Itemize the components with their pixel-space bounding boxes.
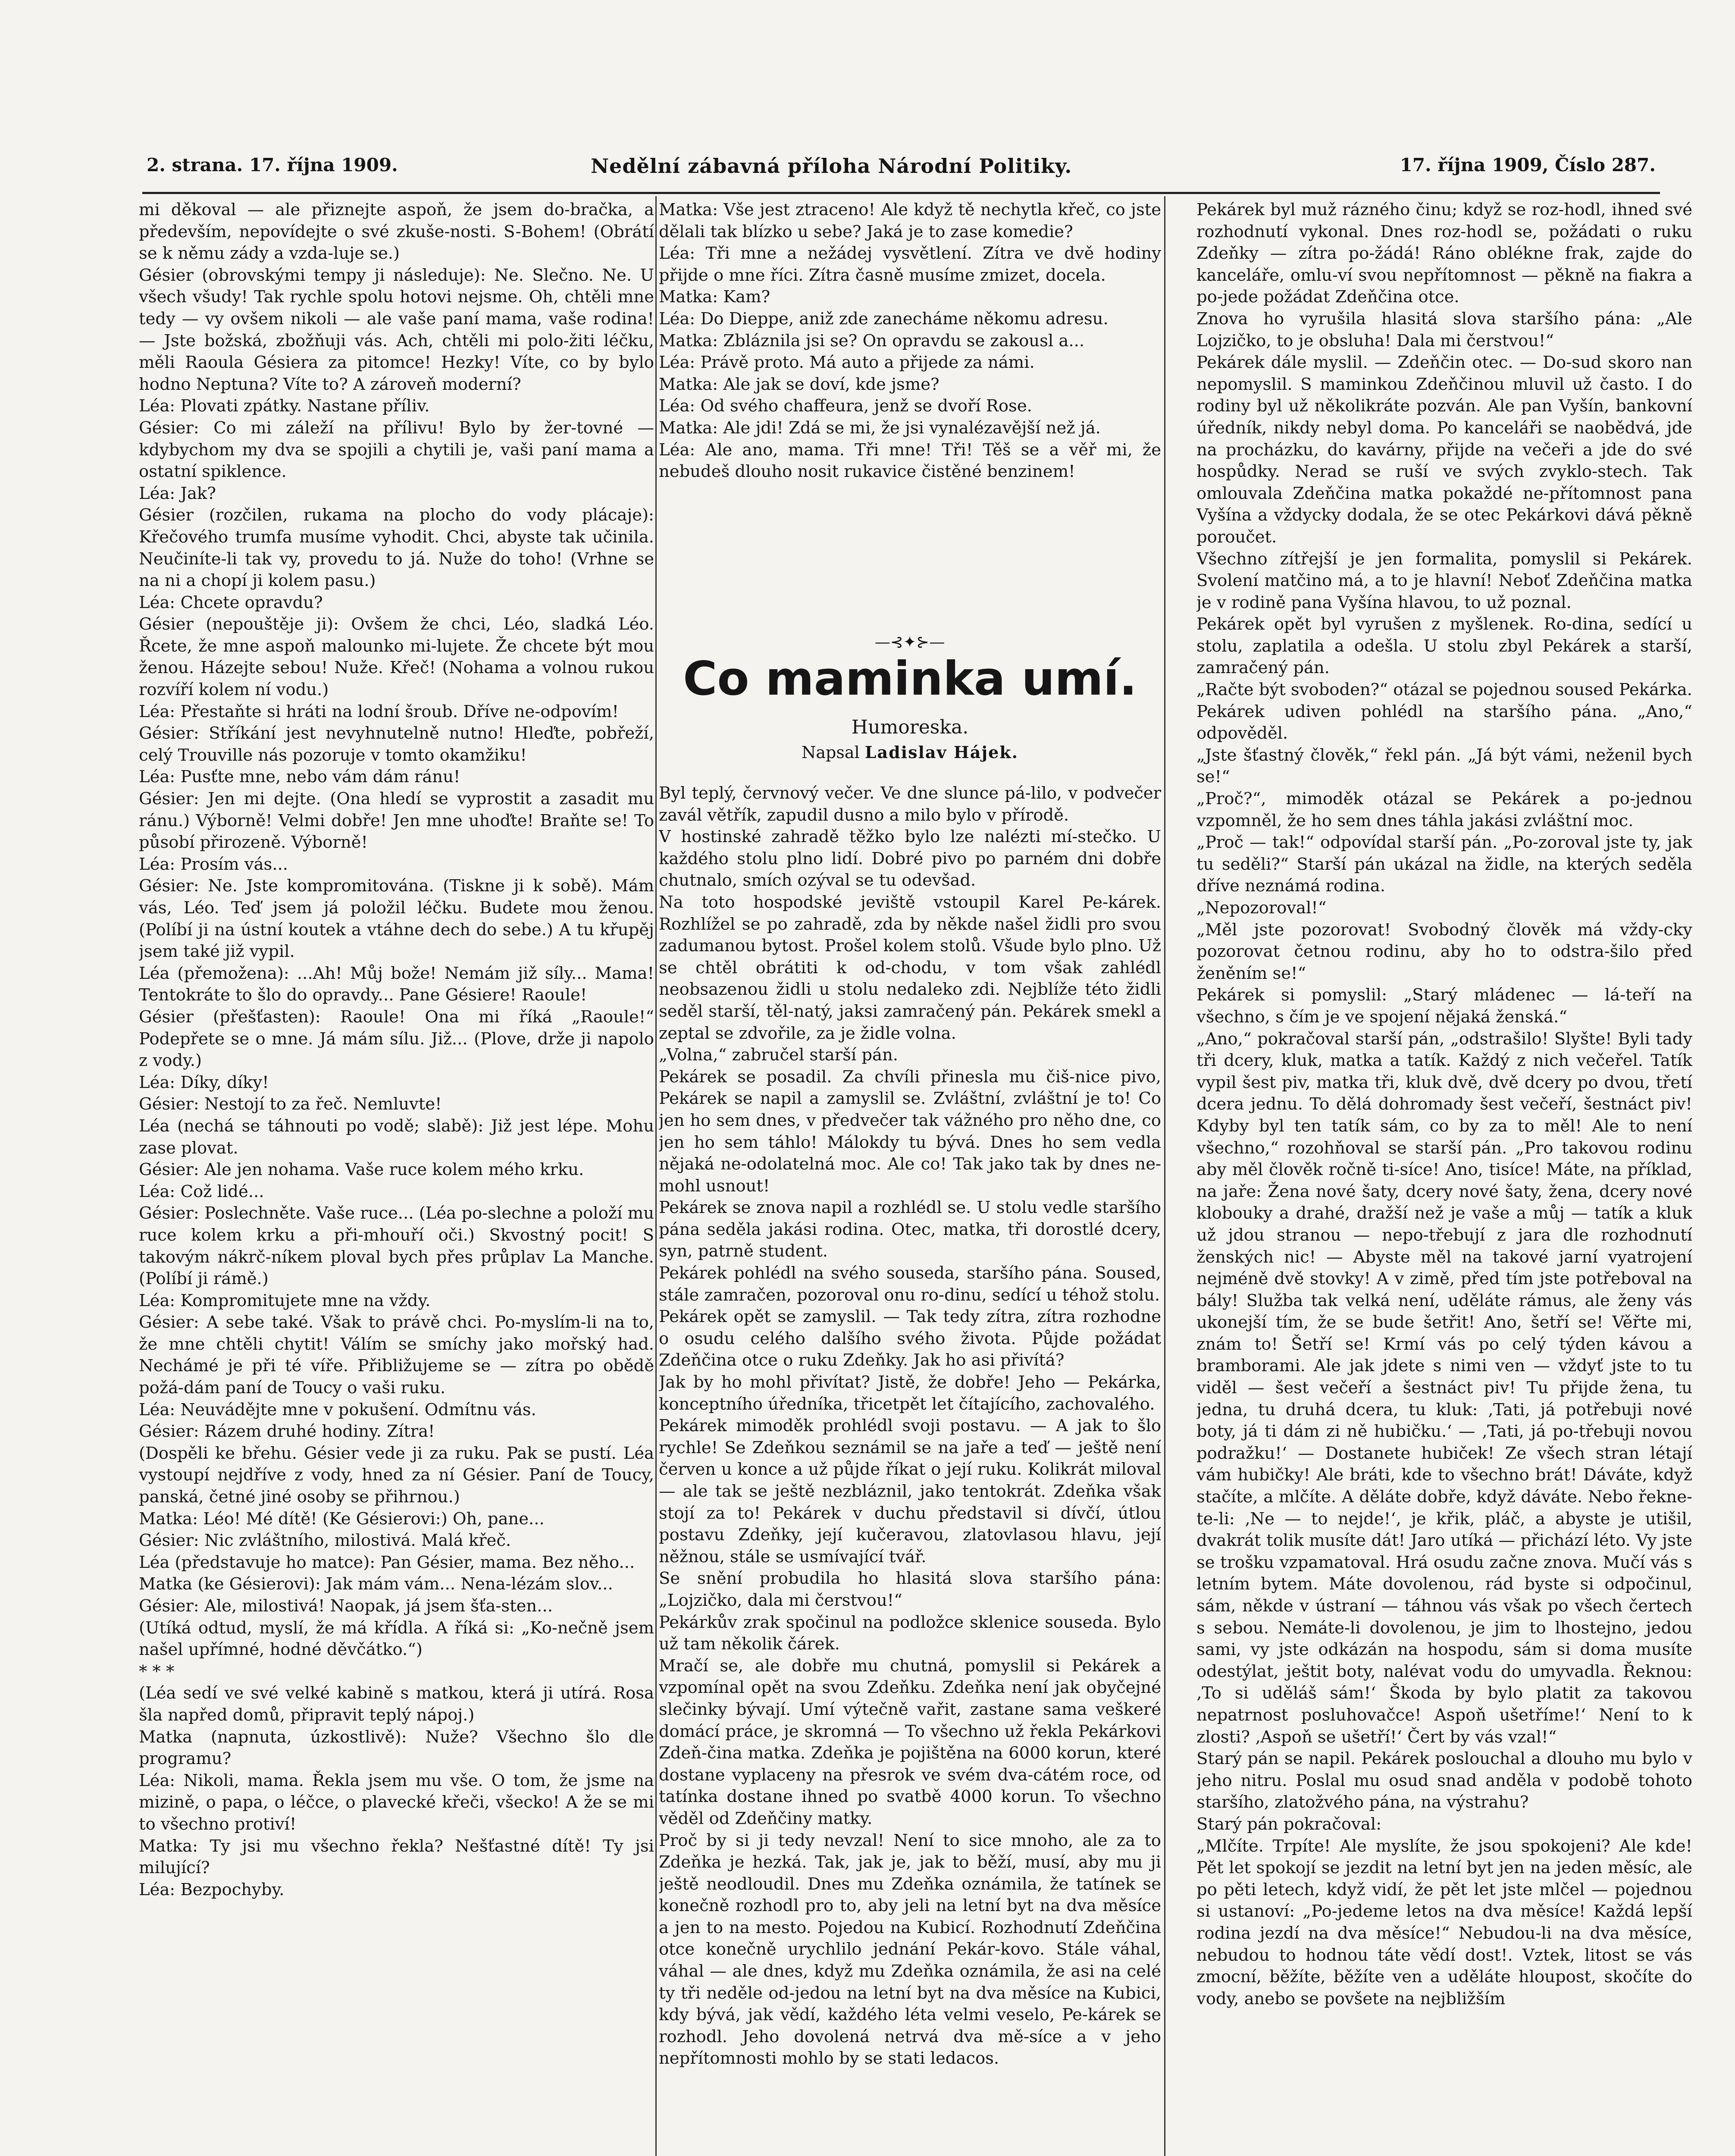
column-3-body: Pekárek byl muž rázného činu; když se roz-hodl, ihned své rozhodnutí vykonal. Dnes roz-hodl se, požádati o ruku Zdeňky — zítra po-žádá! Ráno oblékne frak, zajde do kanceláře, omlu-ví svou nepřítomnost — pěkně na fiakra a po-jede požádat Zdeňčina otce. Znova ho vyrušila hlasitá slova staršího pána: „Ale Lojzičko, to je obsluha! Dala mi čerstvou!“ Pekárek dále myslil. — Zdeňčin otec. — Do-sud skoro nan nepomyslil. S maminkou Zdeňčinou mluvil už často. I do rodiny byl už několikráte pozván. Ale pan Vyšín, bankovní úředník, nikdy nebyl doma. Po kanceláři se naobědvá, jde na procházku, do kavárny, přijde na večeři a jde do své hospůdky. Nerad se ruší ve svých zvyklo-stech. Tak omlouvala Zdeňčina matka pokaždé ne-přítomnost pana Vyšína a vždycky dodala, že se otec Pekárkovi dává pěkně poroučet. Všechno zítřejší je jen formalita, pomyslil si Pekárek. Svolení matčino má, a to je hlavní! Neboť Zdeňčina matka je v rodině pana Vyšína hlavou, to už poznal. Pekárek opět byl vyrušen z myšlenek. Ro-dina, sedící u stolu, zaplatila a odešla. U stolu zbyl Pekárek a starší, zamračený pán. „Račte být svoboden?“ otázal se pojednou soused Pekárka. Pekárek udiven pohlédl na staršího pána. „Ano,“ odpověděl. „Jste šťastný člověk,“ řekl pán. „Já být vámi, neženil bych se!“ „Proč?“, mimoděk otázal se Pekárek a po-jednou vzpomněl, že ho sem dnes táhla jakási zvláštní moc. „Proč — tak!“ odpovídal starší pán. „Po-zoroval jste ty, jak tu seděli?“ Starší pán ukázal na židle, na kterých seděla dříve neznámá rodina. „Nepozoroval!“ „Měl jste pozorovat! Svobodný člověk má vždy-cky pozorovat četnou rodinu, aby ho to odstra-šilo před ženěním se!“ Pekárek si pomyslil: „Starý mládenec — lá-teří na všechno, s čím je ve spojení nějaká ženská.“ „Ano,“ pokračoval starší pán, „odstrašilo! Slyšte! Byli tady tři dcery, kluk, matka a tatík. Každý z nich večeřel. Tatík vypil šest piv, matka tři, kluk dvě, dvě dcery po dvou, třetí dcera jednu. To dělá dohromady šest večeří, šestnáct piv! Kdyby byl ten tatík sám, co by za to měl! Ale to není všechno,“ rozohňoval se starší pán. „Pro takovou rodinu aby měl člověk ročně ti-síce! Ano, tisíce! Máte, na příklad, na jaře: Žena nové šaty, dcery nové šaty, žena, dcery nové klobouky a drahé, dražší než je vaše a můj — tatík a kluk už jdou stranou — nepo-třebují z jara dle rozhodnutí ženských nic! — Abyste měl na takové jarní vyatrojení nejméně dvě stovky! A v zimě, před tím jste potřeboval na bály! Služba tak velká není, uděláte rámus, ale ženy vás ukonejší tím, že se bude šetřit! Ano, šetří se! Věřte mi, znám to! Šetří se! Krmí vás po celý týden kávou a bramborami. Ale jak jdete s nimi ven — vždyť jste to tu viděl — šest večeří a šestnáct piv! Tu přijde žena, tu jedna, tu druhá dcera, tu kluk: ‚Tati, já potřebuji nové boty, já ti dám zi ně hubičku.‘ — ‚Tati, já po-třebuji novou podražku!‘ — Dostanete hubiček! Ze všech stran létají vám hubičky! Ale bráti, kde to všechno brát! Dáváte, když stačíte, a mlčíte. A děláte dobře, když dáváte. Nebo řekne-te-li: ‚Ne — to nejde!‘, je křik, pláč, a abyste je utišil, dvakrát tolik musíte dát! Jaro utíká — přichází léto. Vy jste se trošku vzpamatoval. Hrá osudu začne znova. Mučí vás s letním bytem. Máte dovolenou, rád byste si odpočinul, sám, někde v ústraní — táhnou vás však po všech čertech s sebou. Nemáte-li dovolenou, je jim to lhostejno, jedou sami, vy jste odkázán na hospodu, sám si doma musíte odestýlat, ještit boty, nalévat vodu do umyvadla. Řeknou: ‚To si uděláš sám!‘ Škoda by bylo platit za takovou nepatrnost posluhovačce! Aspoň ušetříme!‘ Není to k zlosti? ‚Aspoň se ušetří!‘ Čert by vás vzal!“ Starý pán se napil. Pekárek poslouchal a dlouho mu bylo v jeho nitru. Poslal mu osud snad anděla v podobě tohoto staršího, zlatožvého pána, na výstrahu? Starý pán pokračoval: „Mlčíte. Trpíte! Ale myslíte, že jsou spokojeni? Ale kde! Pět let spokojí se jezdit na letní byt jen na jeden měsíc, ale po pěti letech, když vidí, že pět let jste mlčel — pojednou si ustanoví: „Po-jedeme letos na dva měsíce! Každá lepší rodina jezdí na dva měsíce!“ Nebudou-li na dva měsíce, nebudou to hodnou táte vědí dost!. Vztek, litost se vás zmocní, běžíte, běžíte ven a uděláte hloupost, skočíte do vody, anebo se povšete na nejbližším [1196, 200, 1692, 2009]
column-divider-1 [655, 196, 657, 2156]
byline-prefix: Napsal [802, 743, 860, 762]
header-publication-title: Nedělní zábavná příloha Národní Politiky. [591, 154, 1072, 178]
story-body: Byl teplý, červnový večer. Ve dne slunce pá-lilo, v podvečer zavál větřík, zapudil dusno a milo bylo v přírodě. V hostinské zahradě těžko bylo lze nalézti mí-stečko. U každého stolu plno lidí. Dobré pivo po parném dni dobře chutnalo, smích ozýval se tu odevšad. Na toto hospodské jeviště vstoupil Karel Pe-kárek. Rozhlížel se po zahradě, zda by někde našel židli pro svou zadumanou bytost. Prošel kolem stolů. Všude bylo plno. Už se chtěl obrátiti k od-chodu, v tom však zahlédl neobsazenou židli u stolu nedaleko zdi. Nejblíže této židli seděl starší, těl-natý, jaksi zamračený pán. Pekárek smekl a zeptal se zdvořile, za je židle volna. „Volna,“ zabručel starší pán. Pekárek se posadil. Za chvíli přinesla mu čiš-nice pivo, Pekárek se napil a zamyslil se. Zvláštní, zvláštní je to! Co jen ho sem dnes, v předvečer tak vážného pro něho dne, co jen ho sem táhlo! Málokdy tu bývá. Dnes ho sem vedla nějaká ne-odolatelná moc. Ale co! Tak jako tak by dnes ne-mohl usnout! Pekárek se znova napil a rozhlédl se. U stolu vedle staršího pána seděla jakási rodina. Otec, matka, tři dorostlé dcery, syn, patrně student. Pekárek pohlédl na svého souseda, staršího pána. Soused, stále zamračen, pozoroval onu ro-dinu, sedící u téhož stolu. Pekárek opět se zamyslil. — Tak tedy zítra, zítra rozhodne o osudu celého dalšího svého života. Půjde požádat Zdeňčina otce o ruku Zdeňky. Jak ho asi přivítá? Jak by ho mohl přivítat? Jistě, že dobře! Jeho — Pekárka, konceptního úředníka, třicetpět let čítajícího, zachovalého. Pekárek mimoděk prohlédl svoji postavu. — A jak to šlo rychle! Se Zdeňkou seznámil se na jaře a teď — ještě není červen u konce a už půjde říkat o její ruku. Kolikrát miloval — ale tak se ještě nezbláznil, jako tentokrát. Zdeňka však stojí za to! Pekárek v duchu představil si dívčí, útlou postavu Zdeňky, její kučeravou, zlatovlasou hlavu, její něžnou, stále se usmívající tvář. Se snění probudila ho hlasitá slova staršího pána: „Lojzičko, dala mi čerstvou!“ Pekárkův zrak spočinul na podložce sklenice souseda. Bylo už tam několik čárek. Mračí se, ale dobře mu chutná, pomyslil si Pekárek a vzpomínal opět na svou Zdeňku. Zdeňka není jak obyčejné slečinky bývají. Umí výtečně vařit, zastane sama veškeré domácí práce, je skromná — To všechno už řekla Pekárkovi Zdeň-čina matka. Zdeňka je pojištěna na 6000 korun, které dostane vyplaceny na přesrok ve svém dva-cátém roce, od tatínka dostane ihned po svatbě 4000 korun. To všechno věděl od Zdeňčiny matky. Proč by si ji tedy nevzal! Není to sice mnoho, ale za to Zdeňka je hezká. Tak, jak je, jak to běží, musí, aby mu ji ještě neodloudil. Dnes mu Zdeňka oznámila, že tatínek se konečně rozhodl pro to, aby jeli na letní byt na dva měsíce a jen to na mesto. Pojedou na Kubicí. Rozhodnutí Zdeňčina otce konečně urychlilo jednání Pekár-kovo. Stále váhal, váhal — ale dnes, když mu Zdeňka oznámila, že asi na celé ty tři neděle od-jedou na letní byt na dva měsíce na Kubici, kdy bývá, jak vědí, každého léta velmi veselo, Pe-kárek se rozhodl. Jeho dovolená netrvá dva mě-síce a v jeho nepřítomnosti mohlo by se stati ledacos. [659, 783, 1161, 2068]
header-rule [142, 192, 1660, 194]
column-divider-2 [1164, 196, 1165, 2156]
column-3-story-text [1196, 199, 1692, 2156]
column-1-body: mi děkoval — ale přiznejte aspoň, že jsem do-bračka, a především, nepovídejte o své zkuše-nosti. S-Bohem! (Obrátí se k němu zády a vzda-luje se.) Gésier (obrovskými tempy ji následuje): Ne. Slečno. Ne. U všech všudy! Tak rychle spolu hotovi nejsme. Oh, chtěli mne tedy — vy ovšem nikoli — ale vaše paní mama, vaše rodina! — Jste božská, zbožňuji vás. Ach, chtěli mi polo-žiti léčku, měli Raoula Gésiera za pitomce! Hezky! Víte, co by bylo hodno Neptuna? Víte to? A zároveň moderní? Léa: Plovati zpátky. Nastane příliv. Gésier: Co mi záleží na přílivu! Bylo by žer-tovné — kdybychom my dva se spojili a chytili je, vaši paní mama a ostatní spiklence. Léa: Jak? Gésier (rozčilen, rukama na plocho do vody plácaje): Křečového trumfa musíme vyhodit. Chci, abyste tak učinila. Neučiníte-li tak vy, provedu to já. Nuže do toho! (Vrhne se na ni a chopí ji kolem pasu.) Léa: Chcete opravdu? Gésier (nepouštěje ji): Ovšem že chci, Léo, sladká Léo. Řcete, že mne aspoň malounko mi-lujete. Že chcete být mou ženou. Házejte sebou! Nuže. Křeč! (Nohama a volnou rukou rozvíří kolem ní vodu.) Léa: Přestaňte si hráti na lodní šroub. Dříve ne-odpovím! Gésier: Stříkání jest nevyhnutelně nutno! Hleďte, pobřeží, celý Trouville nás pozoruje v tomto okamžiku! Léa: Pusťte mne, nebo vám dám ránu! Gésier: Jen mi dejte. (Ona hledí se vyprostit a zasadit mu ránu.) Výborně! Velmi dobře! Jen mne uhoďte! Braňte se! To působí přirozeně. Výborně! Léa: Prosím vás... Gésier: Ne. Jste kompromitována. (Tiskne ji k sobě). Mám vás, Léo. Teď jsem já položil léčku. Budete mou ženou. (Políbí ji na ústní koutek a vtáhne dech do sebe.) A tu křupěj jsem také již vypil. Léa (přemožena): ...Ah! Můj bože! Nemám již síly... Mama! Tentokráte to šlo do opravdy... Pane Gésiere! Raoule! Gésier (přešťasten): Raoule! Ona mi říká „Raoule!“ Podepřete se o mne. Já mám sílu. Již... (Plove, drže ji napolo z vody.) Léa: Díky, díky! Gésier: Nestojí to za řeč. Nemluvte! Léa (nechá se táhnouti po vodě; slabě): Již jest lépe. Mohu zase plovat. Gésier: Ale jen nohama. Vaše ruce kolem mého krku. Léa: Což lidé... Gésier: Poslechněte. Vaše ruce... (Léa po-slechne a položí mu ruce kolem krku a při-mhouří oči.) Skvostný pocit! S takovým nákrč-níkem ploval bych přes průplav La Manche. (Políbí ji rámě.) Léa: Kompromitujete mne na vždy. Gésier: A sebe také. Však to právě chci. Po-myslím-li na to, že mne chtěli chytit! Válím se smíchy jako mořský had. Nechámé je při té víře. Přibližujeme se — zítra po obědě požá-dám paní de Toucy o vaši ruku. Léa: Neuvádějte mne v pokušení. Odmítnu vás. Gésier: Rázem druhé hodiny. Zítra! (Dospěli ke břehu. Gésier vede ji za ruku. Pak se pustí. Léa vystoupí nejdříve z vody, hned za ní Gésier. Paní de Toucy, panská, četné jiné osoby se přihrnou.) Matka: Léo! Mé dítě! (Ke Gésierovi:) Oh, pane... Gésier: Nic zvláštního, milostivá. Malá křeč. Léa (představuje ho matce): Pan Gésier, mama. Bez něho... Matka (ke Gésierovi): Jak mám vám... Nena-lézám slov... Gésier: Ale, milostivá! Naopak, já jsem šťa-sten... (Utíká odtud, myslí, že má křídla. A říká si: „Ko-nečně jsem našel upřímné, hodné děvčátko.“) * * * (Léa sedí ve své velké kabině s matkou, která ji utírá. Rosa šla napřed domů, připravit teplý nápoj.) Matka (napnuta, úzkostlivě): Nuže? Všechno šlo dle programu? Léa: Nikoli, mama. Řekla jsem mu vše. O tom, že jsme na mizině, o papa, o léčce, o plavecké křeči, všecko! A že se mi to všechno protiví! Matka: Ty jsi mu všechno řekla? Nešťastné dítě! Ty jsi milující? Léa: Bezpochyby. [139, 200, 654, 1899]
column-2-play-text [659, 199, 1161, 691]
column-2-body: Matka: Vše jest ztraceno! Ale když tě nechytla křeč, co jste dělali tak blízko u sebe? Jaká je to zase komedie? Léa: Tři mne a nežádej vysvětlení. Zítra ve dvě hodiny přijde o mne říci. Zítra časně musíme zmizet, docela. Matka: Kam? Léa: Do Dieppe, aniž zde zanecháme někomu adresu. Matka: Zbláznila jsi se? On opravdu se zakousl a... Léa: Právě proto. Má auto a přijede za námi. Matka: Ale jak se doví, kde jsme? Léa: Od svého chaffeura, jenž se dvoří Rose. Matka: Ale jdi! Zdá se mi, že jsi vynalézavější než já. Léa: Ale ano, mama. Tři mne! Tři! Těš se a věř mi, že nebudeš dlouho nosit rukavice čistěné benzinem! [659, 200, 1161, 482]
story-author-name: Ladislav Hájek. [864, 743, 1018, 762]
section-ornament: —⊰✦⊱— [874, 633, 945, 651]
header-page-date: 2. strana. 17. října 1909. [147, 154, 398, 175]
column-2-story-text [659, 783, 1161, 2156]
header-date-issue: 17. října 1909, Číslo 287. [1400, 154, 1656, 175]
story-subtitle: Humoreska. [851, 716, 969, 738]
story-title: Co maminka umí. [683, 652, 1137, 706]
column-1-play-text [139, 199, 654, 2156]
story-byline [659, 742, 1161, 763]
page-header [147, 154, 1656, 185]
